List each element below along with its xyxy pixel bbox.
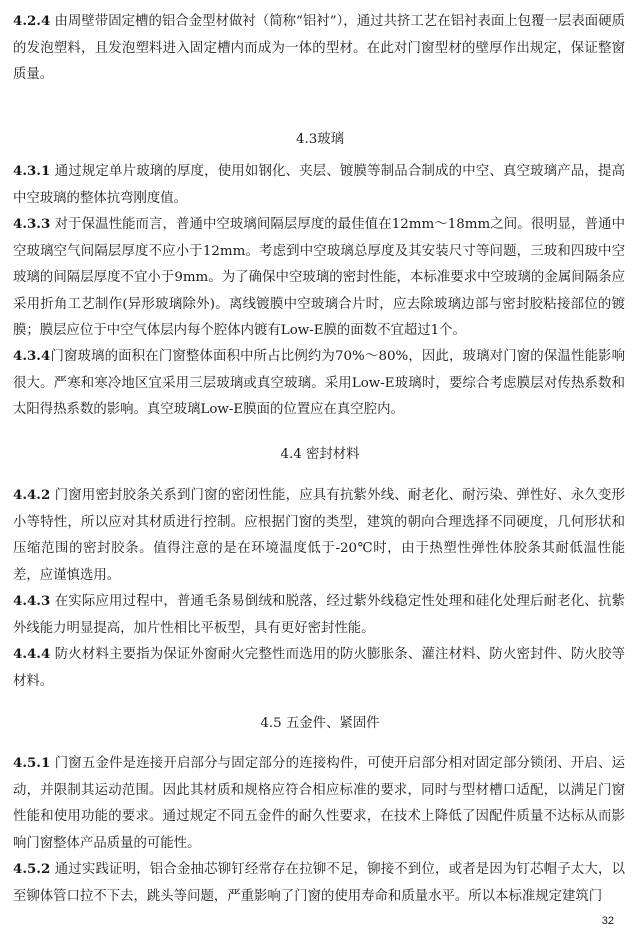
paragraph-4-5-2 [13, 856, 625, 910]
clause-text: 对于保温性能而言，普通中空玻璃间隔层厚度的最佳值在12mm～18mm之间。很明显，普通中空玻璃空气间隔层厚度不应小于12mm。考虑到中空玻璃总厚度及其安装尺寸等问题，三玻和四玻中空玻璃的间隔层厚度不宜小于9mm。为了确保中空玻璃的密封性能，本标准要求中空玻璃的金属间隔条应采用折角工艺制作(异形玻璃除外)。离线镀膜中空玻璃合片时，应去除玻璃边部与密封胶粘接部位的镀膜；膜层应位于中空气体层内每个腔体内镀有Low-E膜的面数不宜超过1个。 [13, 217, 625, 338]
section-heading-sealing: 4.4 密封材料 [280, 447, 360, 462]
clause-number: 4.5.1 [13, 755, 51, 771]
paragraph-4-5-1 [13, 750, 625, 857]
section-heading-glass: 4.3玻璃 [295, 132, 345, 147]
clause-number: 4.2.4 [13, 13, 51, 29]
clause-text: 门窗玻璃的面积在门窗整体面积中所占比例约为70%～80%，因此，玻璃对门窗的保温性能影响很大。严寒和寒冷地区宜采用三层玻璃或真空玻璃。采用Low-E玻璃时，要综合考虑膜层对传热系数和太阳得热系数的影响。真空玻璃Low-E膜面的位置应在真空腔内。 [13, 349, 625, 417]
clause-text: 防火材料主要指为保证外窗耐火完整性而选用的防火膨胀条、灌注材料、防火密封件、防火胶等材料。 [13, 647, 625, 689]
paragraph-4-3-1 [13, 158, 625, 212]
clause-text: 在实际应用过程中，普通毛条易倒绒和脱落，经过紫外线稳定性处理和硅化处理后耐老化、抗紫外线能力明显提高，加片性相比平板型，具有更好密封性能。 [13, 594, 625, 636]
clause-text: 由周壁带固定槽的铝合金型材做衬（简称“铝衬”），通过共挤工艺在铝衬表面上包覆一层表面硬质的发泡塑料，且发泡塑料进入固定槽内而成为一体的型材。在此对门窗型材的壁厚作出规定，保证整窗质量。 [13, 14, 625, 82]
paragraph-4-4-2 [13, 482, 625, 589]
clause-text: 通过实践证明，铝合金抽芯铆钉经常存在拉铆不足，铆接不到位，或者是因为钉芯帽子太大，以至铆体管口拉不下去，跳头等问题，严重影响了门窗的使用寿命和质量水平。所以本标准规定建筑门 [13, 862, 625, 904]
clause-number: 4.4.3 [13, 593, 51, 609]
paragraph-4-3-4 [13, 343, 625, 424]
clause-number: 4.3.3 [13, 216, 51, 232]
clause-number: 4.3.1 [13, 163, 51, 179]
clause-text: 门窗五金件是连接开启部分与固定部分的连接构件，可使开启部分相对固定部分锁闭、开启、运动，并限制其运动范围。因此其材质和规格应符合相应标准的要求，同时与型材槽口适配，以满足门窗性能和使用功能的要求。通过规定不同五金件的耐久性要求，在技术上降低了因配件质量不达标从而影响门窗整体产品质量的可能性。 [13, 756, 625, 851]
section-heading-hardware: 4.5 五金件、紧固件 [260, 716, 380, 731]
clause-text: 门窗用密封胶条关系到门窗的密闭性能，应具有抗紫外线、耐老化、耐污染、弹性好、永久变形小等特性，所以应对其材质进行控制。应根据门窗的类型，建筑的朝向合理选择不同硬度，几何形状和压缩范围的密封胶条。值得注意的是在环境温度低于-20℃时，由于热塑性弹性体胶条其耐低温性能差，应谨慎选用。 [13, 488, 625, 583]
page-number: 32 [601, 915, 614, 927]
clause-text: 通过规定单片玻璃的厚度，使用如钢化、夹层、镀膜等制品合制成的中空、真空玻璃产品，提高中空玻璃的整体抗弯刚度值。 [13, 164, 625, 206]
paragraph-4-4-3 [13, 588, 625, 642]
clause-number: 4.3.4 [13, 348, 51, 364]
clause-number: 4.4.2 [13, 487, 51, 503]
paragraph-4-3-3 [13, 211, 625, 345]
clause-number: 4.5.2 [13, 861, 51, 877]
paragraph-4-2-4 [13, 8, 625, 89]
clause-number: 4.4.4 [13, 646, 51, 662]
paragraph-4-4-4 [13, 641, 625, 695]
